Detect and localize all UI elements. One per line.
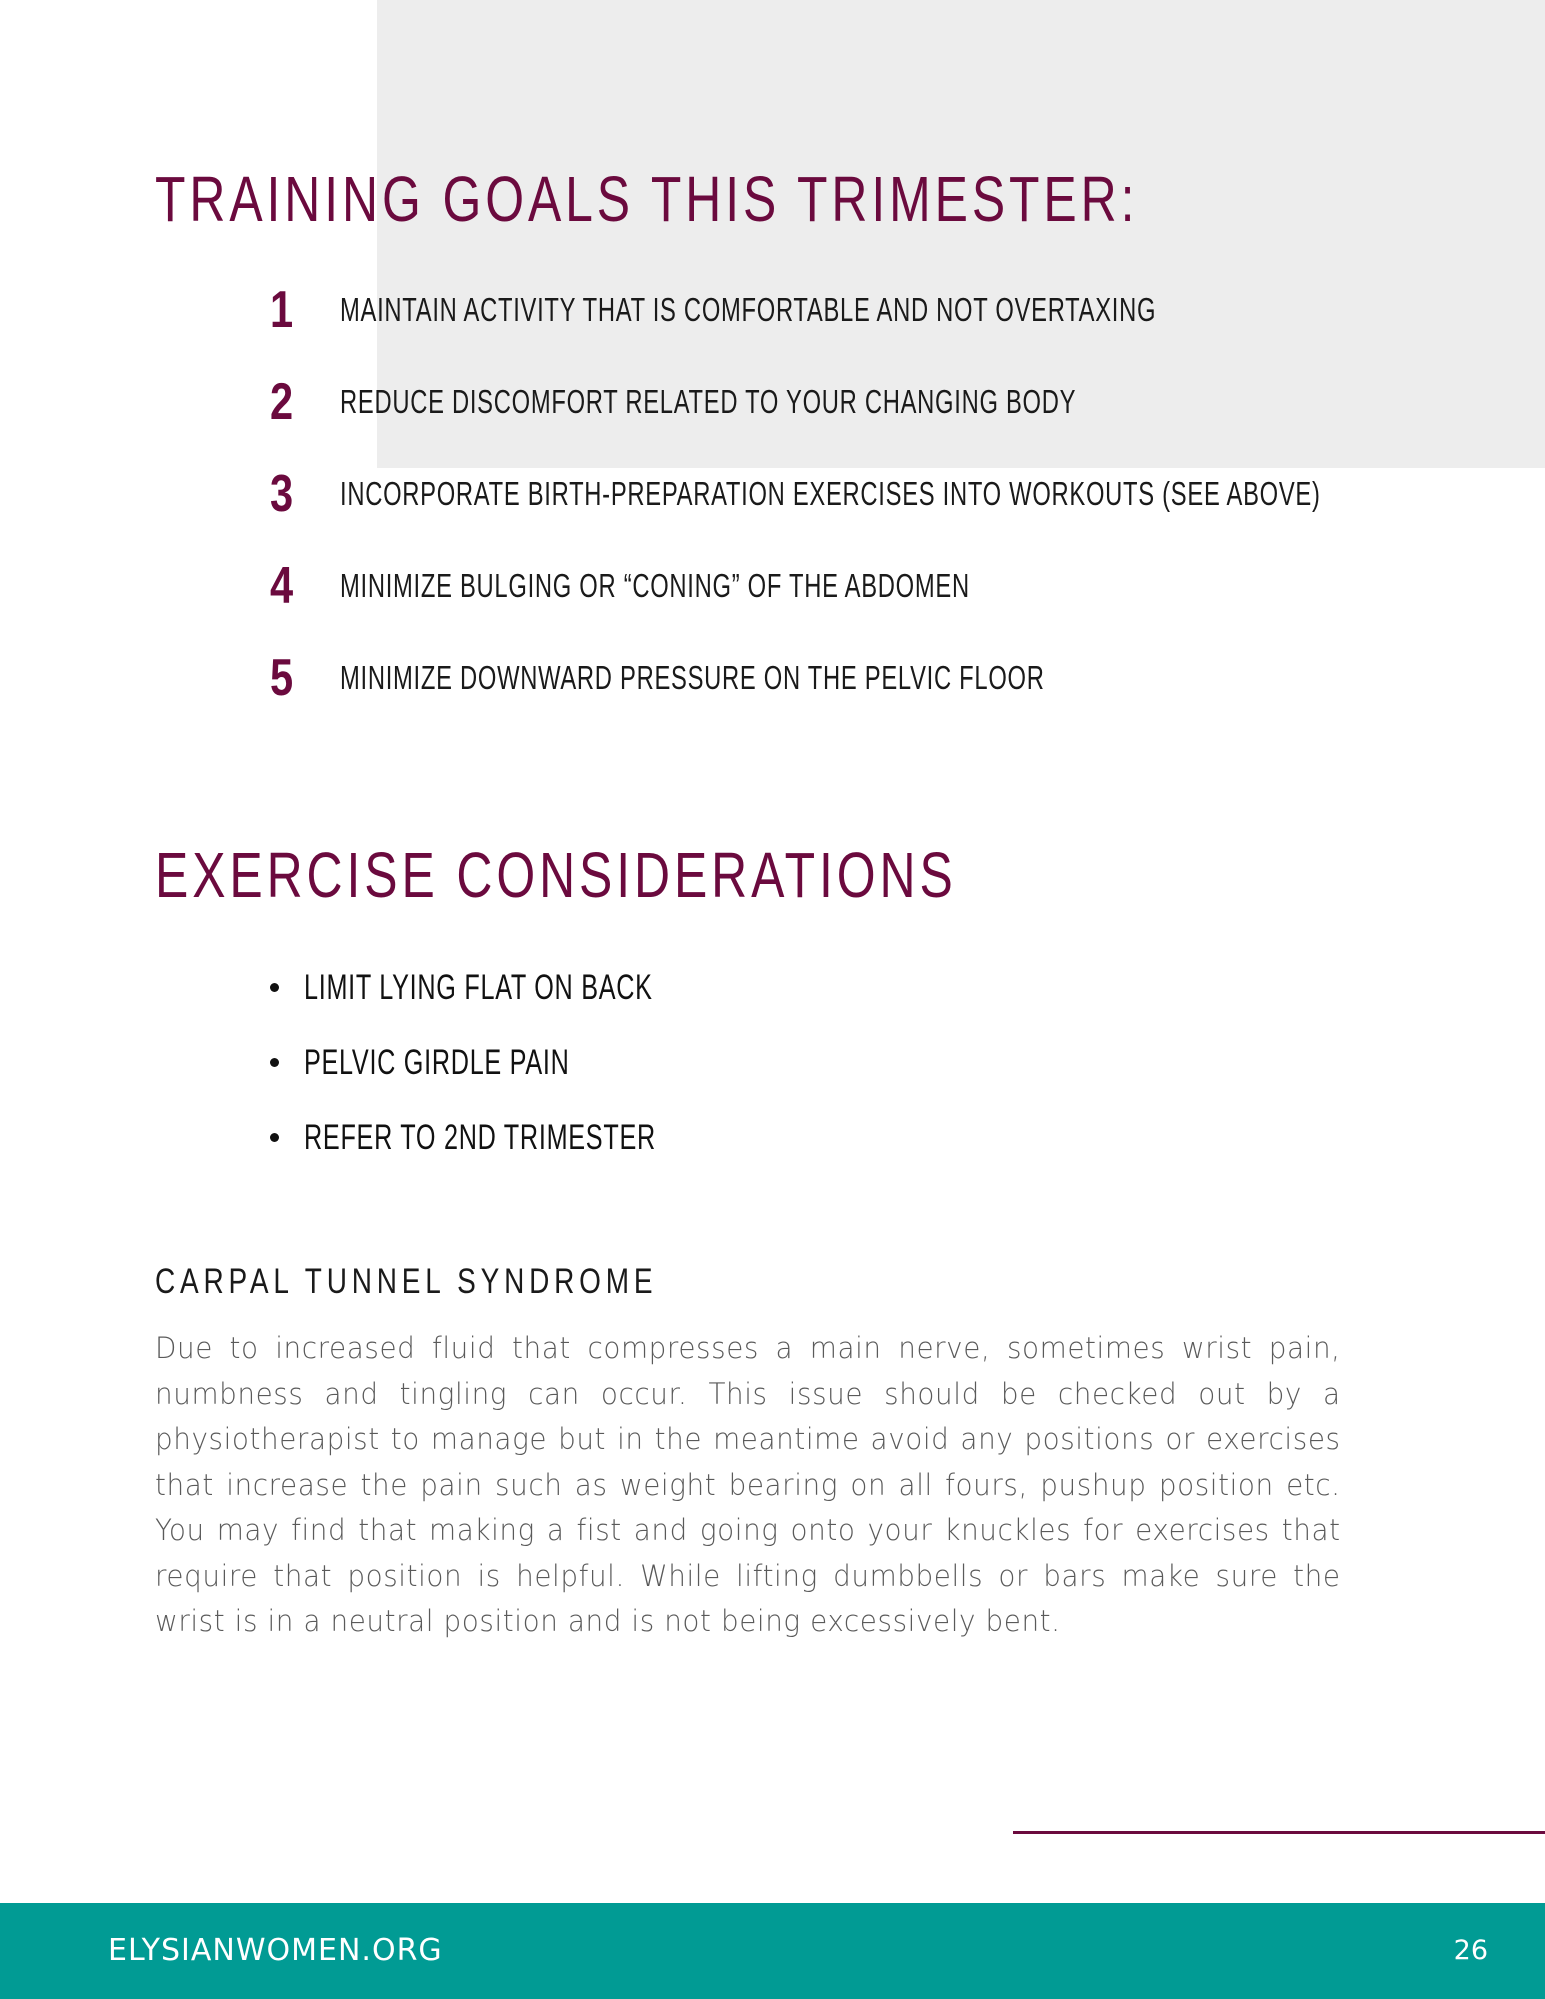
goal-item [270,275,1474,345]
goal-text: MINIMIZE BULGING OR “CONING” OF THE ABDOMEN [340,567,970,604]
page-number: 26 [1453,1935,1488,1966]
carpal-tunnel-title: CARPAL TUNNEL SYNDROME [155,1262,658,1301]
bullet-icon [270,983,279,992]
goal-item [270,551,1215,621]
goal-text: REDUCE DISCOMFORT RELATED TO YOUR CHANGING BODY [340,383,1077,420]
list-item [270,950,793,1025]
goal-item [270,643,1319,713]
list-item-text: PELVIC GIRDLE PAIN [304,1042,570,1082]
goal-number: 1 [270,281,294,339]
goal-number: 4 [270,557,294,615]
list-item [270,1100,793,1175]
list-item [270,1025,793,1100]
bullet-icon [270,1133,279,1142]
goal-number: 2 [270,373,294,431]
considerations-list [270,950,793,1175]
goal-text: MAINTAIN ACTIVITY THAT IS COMFORTABLE AND NOT OVERTAXING [340,291,1157,328]
footer-website-link[interactable]: ELYSIANWOMEN.ORG [108,1933,443,1968]
goal-item [270,367,1362,437]
goal-text: INCORPORATE BIRTH-PREPARATION EXERCISES INTO WORKOUTS (SEE ABOVE) [340,475,1321,512]
training-goals-title: TRAINING GOALS THIS TRIMESTER: [155,163,1139,235]
footer-bar [0,1903,1545,1999]
goal-item [270,459,1545,529]
bullet-icon [270,1058,279,1067]
goal-number: 3 [270,465,294,523]
goal-number: 5 [270,649,294,707]
exercise-considerations-title: EXERCISE CONSIDERATIONS [155,839,957,911]
carpal-tunnel-body: Due to increased fluid that compresses a main nerve, sometimes wrist pain, numbness and tingling can occur. This issue should be checked out by a physiotherapist to manage but in the meantime avoid any positions or exercises that increase the pain such as weight bearing on all fours, pushup position etc. You may find that making a fist and going onto your knuckles for exercises that require that position is helpful. While lifting dumbbells or bars make sure the wrist is in a neutral position and is not being excessively bent. [155,1331,1341,1638]
list-item-text: REFER TO 2ND TRIMESTER [304,1117,656,1157]
list-item-text: LIMIT LYING FLAT ON BACK [304,967,653,1007]
accent-divider [1013,1831,1545,1834]
goal-text: MINIMIZE DOWNWARD PRESSURE ON THE PELVIC FLOOR [340,659,1045,696]
